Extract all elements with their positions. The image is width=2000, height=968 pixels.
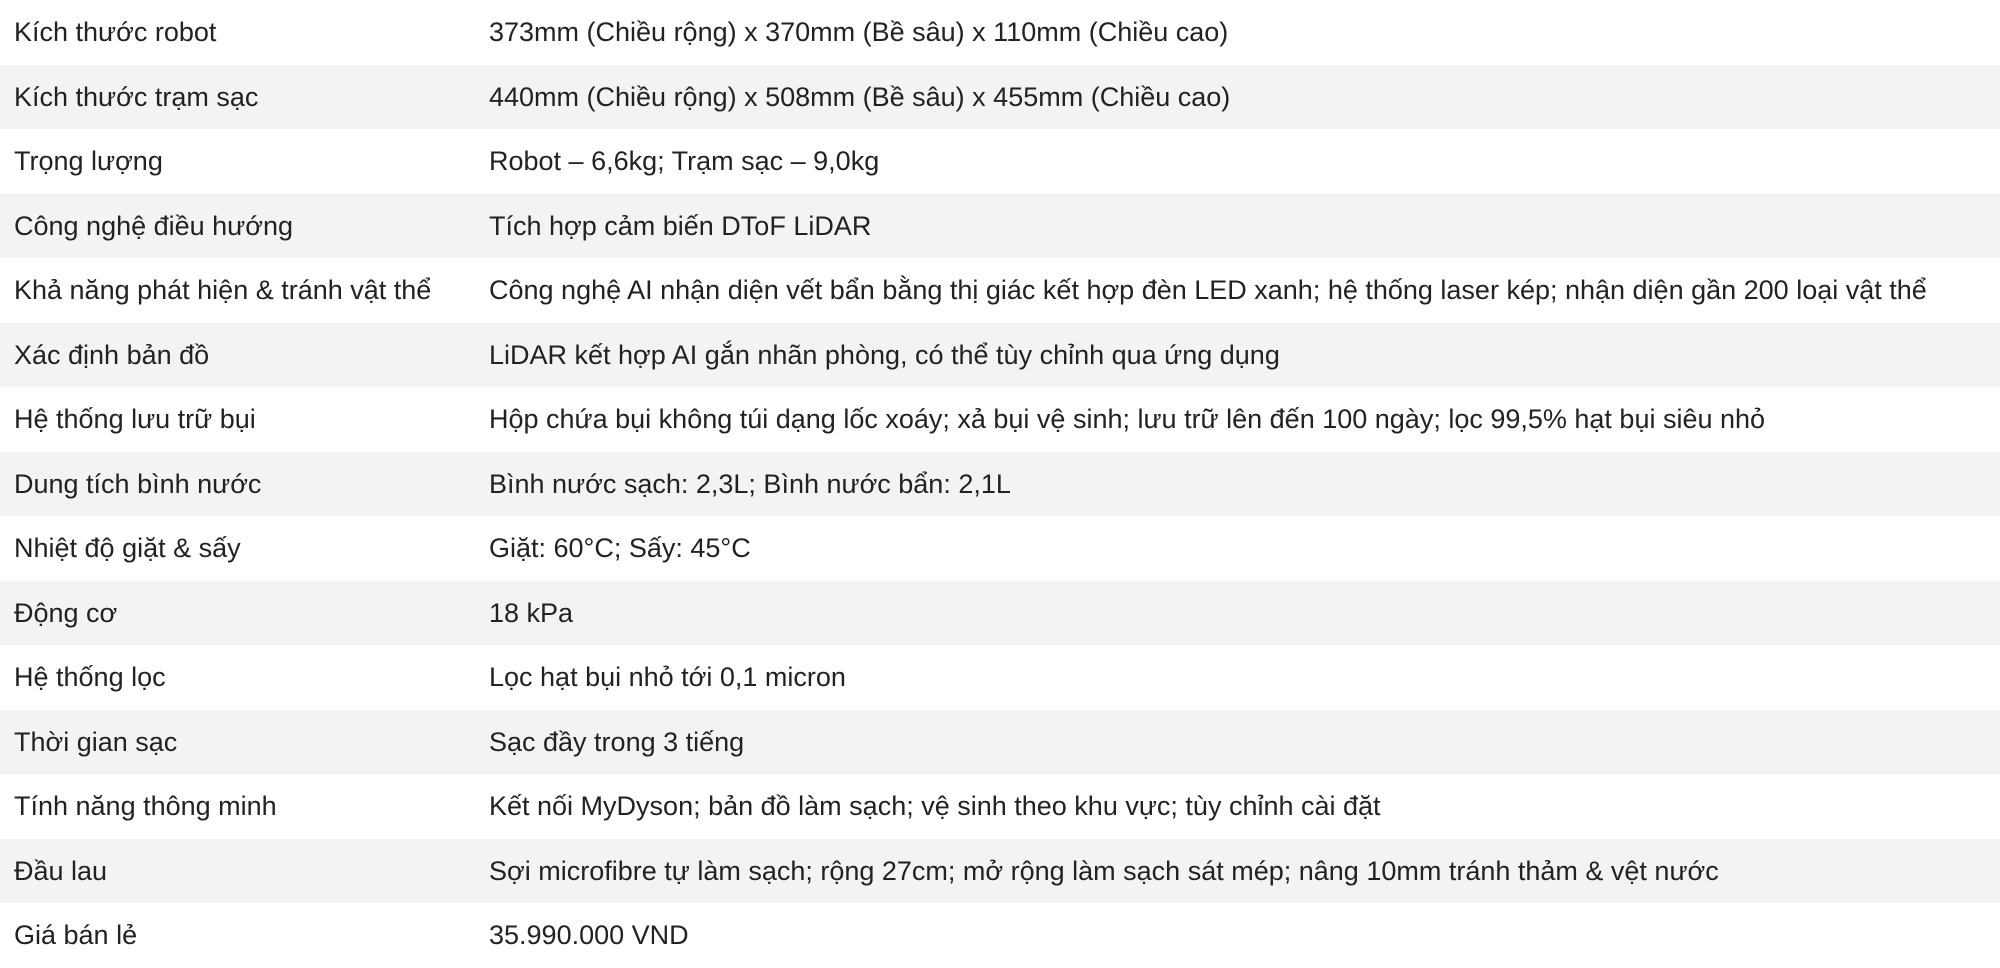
spec-label: Dung tích bình nước [14,468,262,499]
table-row [0,323,2000,388]
spec-value: Robot – 6,6kg; Trạm sạc – 9,0kg [489,146,880,177]
table-row [0,258,2000,323]
spec-label: Giá bán lẻ [14,920,138,951]
spec-value: Hộp chứa bụi không túi dạng lốc xoáy; xả bụi vệ sinh; lưu trữ lên đến 100 ngày; lọc 99,5% hạt bụi siêu nhỏ [489,404,1766,435]
spec-label: Nhiệt độ giặt & sấy [14,533,241,564]
spec-label: Xác định bản đồ [14,339,210,370]
spec-label: Tính năng thông minh [14,791,277,822]
spec-label: Công nghệ điều hướng [14,210,293,241]
spec-value: Lọc hạt bụi nhỏ tới 0,1 micron [489,662,846,693]
table-row [0,129,2000,194]
table-row [0,65,2000,130]
spec-value: 440mm (Chiều rộng) x 508mm (Bề sâu) x 455mm (Chiều cao) [489,81,1231,112]
spec-label: Hệ thống lưu trữ bụi [14,404,256,435]
spec-label: Kích thước robot [14,17,217,48]
spec-value: 373mm (Chiều rộng) x 370mm (Bề sâu) x 110mm (Chiều cao) [489,17,1229,48]
table-row [0,452,2000,517]
table-row [0,774,2000,839]
spec-value: LiDAR kết hợp AI gắn nhãn phòng, có thể tùy chỉnh qua ứng dụng [489,339,1280,370]
spec-value: Công nghệ AI nhận diện vết bẩn bằng thị giác kết hợp đèn LED xanh; hệ thống laser kép; nhận diện gần 200 loại vật thể [489,275,1927,306]
spec-value: Bình nước sạch: 2,3L; Bình nước bẩn: 2,1L [489,468,1011,499]
spec-value: 35.990.000 VND [489,920,689,951]
spec-label: Kích thước trạm sạc [14,81,259,112]
spec-value: Sợi microfibre tự làm sạch; rộng 27cm; mở rộng làm sạch sát mép; nâng 10mm tránh thảm & vệt nước [489,855,1719,886]
table-row [0,0,2000,65]
table-row [0,839,2000,904]
spec-value: Giặt: 60°C; Sấy: 45°C [489,533,751,564]
spec-label: Trọng lượng [14,146,163,177]
spec-value: Tích hợp cảm biến DToF LiDAR [489,210,872,241]
spec-label: Khả năng phát hiện & tránh vật thể [14,275,432,306]
table-row [0,581,2000,646]
spec-label: Động cơ [14,597,118,628]
table-row [0,645,2000,710]
table-row [0,387,2000,452]
spec-label: Thời gian sạc [14,726,178,757]
table-row [0,194,2000,259]
table-row [0,516,2000,581]
spec-label: Đầu lau [14,855,108,886]
spec-value: Sạc đầy trong 3 tiếng [489,726,745,757]
spec-value: Kết nối MyDyson; bản đồ làm sạch; vệ sinh theo khu vực; tùy chỉnh cài đặt [489,791,1381,822]
table-row [0,903,2000,968]
spec-value: 18 kPa [489,597,574,628]
spec-label: Hệ thống lọc [14,662,166,693]
table-row [0,710,2000,775]
